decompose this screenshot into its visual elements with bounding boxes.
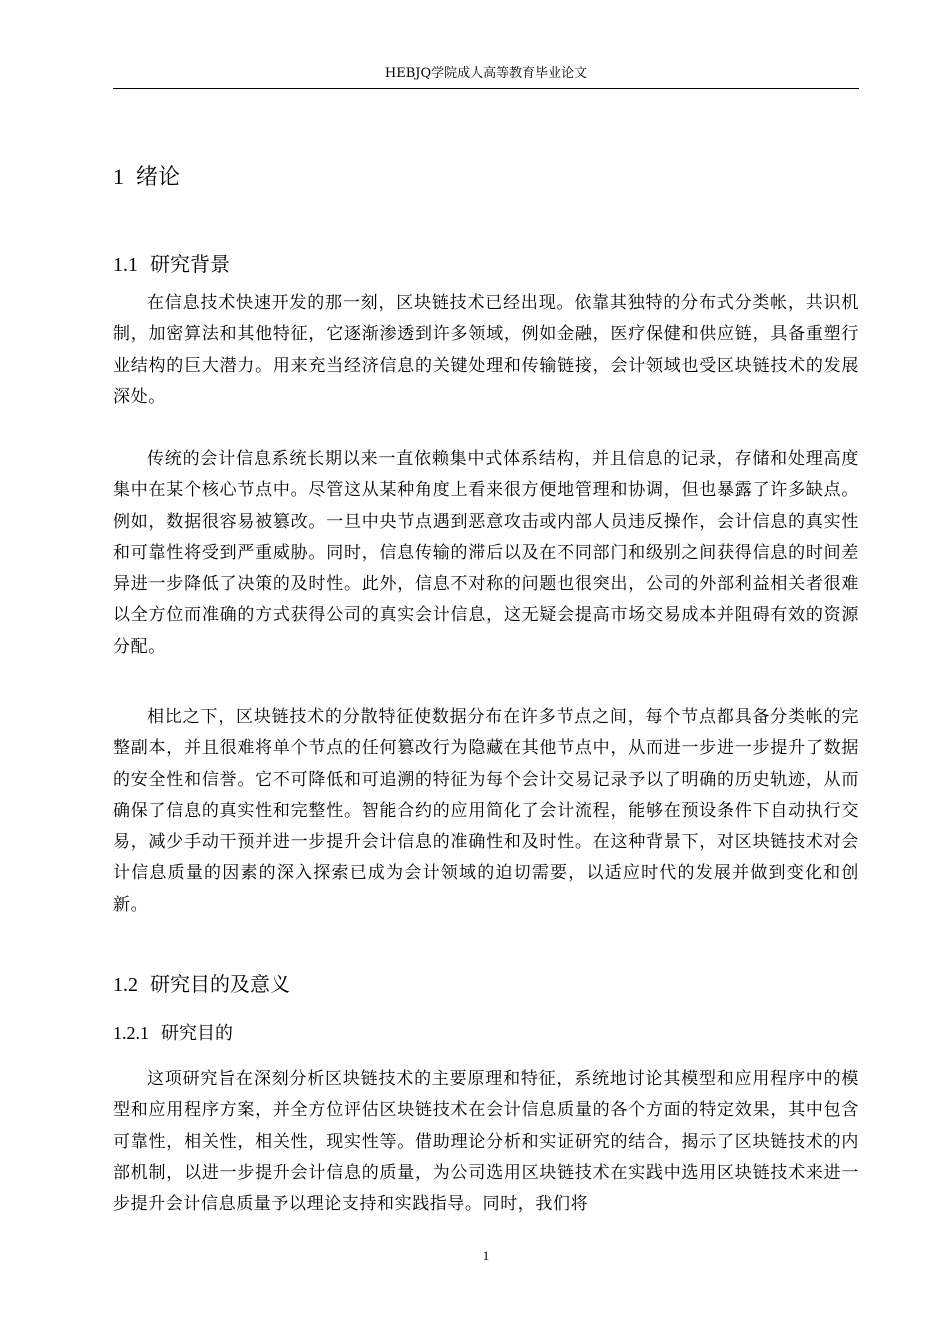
- section-heading-1-2: [113, 970, 290, 999]
- section-title-text: 研究目的及意义: [150, 972, 290, 996]
- paragraph: 相比之下，区块链技术的分散特征使数据分布在许多节点之间，每个节点都具备分类帐的完整副本，并且很难将单个节点的任何篡改行为隐藏在其他节点中，从而进一步进一步提升了数据的安全性和信誉。它不可降低和可追溯的特征为每个会计交易记录予以了明确的历史轨迹，从而确保了信息的真实性和完整性。智能合约的应用简化了会计流程，能够在预设条件下自动执行交易，减少手动干预并进一步提升会计信息的准确性和及时性。在这种背景下，对区块链技术对会计信息质量的因素的深入探索已成为会计领域的迫切需要，以适应时代的发展并做到变化和创新。: [113, 707, 859, 915]
- paragraph: 传统的会计信息系统长期以来一直依赖集中式体系结构，并且信息的记录，存储和处理高度集中在某个核心节点中。尽管这从某种角度上看来很方便地管理和协调，但也暴露了许多缺点。例如，数据很容易被篡改。一旦中央节点遇到恶意攻击或内部人员违反操作，会计信息的真实性和可靠性将受到严重威胁。同时，信息传输的滞后以及在不同部门和级别之间获得信息的时间差异进一步降低了决策的及时性。此外，信息不对称的问题也很突出，公司的外部利益相关者很难以全方位而准确的方式获得公司的真实会计信息，这无疑会提高市场交易成本并阻碍有效的资源分配。: [113, 449, 859, 657]
- section-number: 1.1: [113, 254, 138, 276]
- chapter-title-text: 绪论: [136, 165, 181, 190]
- page-number: 1: [482, 1248, 490, 1263]
- header-rule: [113, 88, 859, 89]
- section-title-text: 研究背景: [150, 252, 230, 276]
- paragraph: 这项研究旨在深刻分析区块链技术的主要原理和特征，系统地讨论其模型和应用程序中的模型和应用程序方案，并全方位评估区块链技术在会计信息质量的各个方面的特定效果，其中包含可靠性，相关性，相关性，现实性等。借助理论分析和实证研究的结合，揭示了区块链技术的内部机制，以进一步提升会计信息的质量，为公司选用区块链技术在实践中选用区块链技术来进一步提升会计信息质量予以理论支持和实践指导。同时，我们将: [113, 1069, 859, 1215]
- subsection-heading-1-2-1: [113, 1020, 233, 1047]
- chapter-number: 1: [113, 164, 124, 189]
- running-header: HEBJQ学院成人高等教育毕业论文: [384, 66, 588, 81]
- section-heading-1-1: [113, 250, 230, 279]
- subsection-title-text: 研究目的: [161, 1023, 233, 1044]
- subsection-number: 1.2.1: [113, 1023, 149, 1043]
- paragraph: 在信息技术快速开发的那一刻，区块链技术已经出现。依靠其独特的分布式分类帐，共识机制，加密算法和其他特征，它逐渐渗透到许多领域，例如金融，医疗保健和供应链，具备重塑行业结构的巨大潜力。用来充当经济信息的关键处理和传输链接，会计领域也受区块链技术的发展深处。: [113, 293, 859, 407]
- section-number: 1.2: [113, 974, 138, 996]
- chapter-title: [113, 162, 180, 193]
